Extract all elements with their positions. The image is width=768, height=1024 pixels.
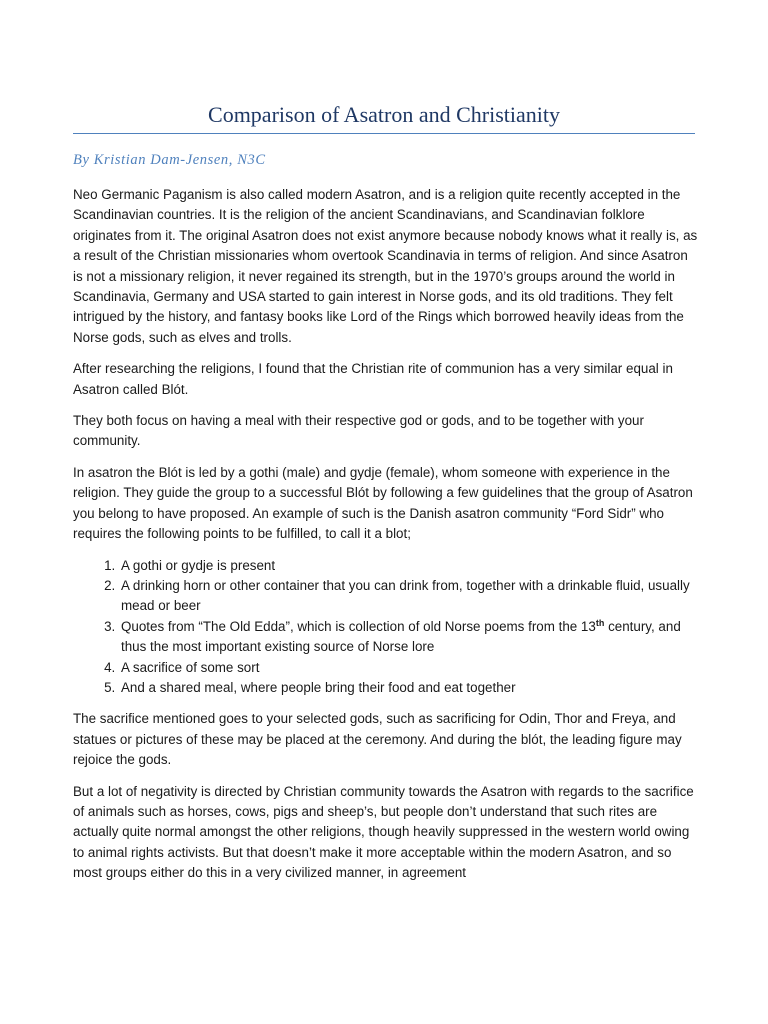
list-item: 4. A sacrifice of some sort	[119, 658, 698, 678]
blot-requirements-list	[73, 556, 698, 699]
title-underline	[73, 133, 695, 134]
list-item: 3. Quotes from “The Old Edda”, which is collection of old Norse poems from the 13th century, and thus the most important existing source of Norse lore	[119, 617, 698, 658]
ordinal-superscript: th	[595, 617, 605, 628]
list-item: 1. A gothi or gydje is present	[119, 556, 698, 576]
paragraph-intro: Neo Germanic Paganism is also called modern Asatron, and is a religion quite recently accepted in the Scandinavian countries. It is the religion of the ancient Scandinavians, and Scandinavian folklore originates from it. The original Asatron does not exist anymore because nobody knows what it really is, as a result of the Christian missionaries whom overtook Scandinavia in terms of religion. And since Asatron is not a missionary religion, it never regained its strength, but in the 1970’s groups around the world in Scandinavia, Germany and USA started to gain interest in Norse gods, and its old traditions. They felt intrigued by the history, and fantasy books like Lord of the Rings which borrowed heavily ideas from the Norse gods, such as elves and trolls.	[73, 187, 698, 345]
paragraph-negativity: But a lot of negativity is directed by Christian community towards the Asatron with regards to the sacrifice of animals such as horses, cows, pigs and sheep’s, but people don’t understand that such rites are actually quite normal amongst the other religions, though heavily suppressed in the western world owing to animal rights activists. But that doesn’t make it more acceptable within the modern Asatron, and so most groups either do this in a very civilized manner, in agreement	[73, 783, 694, 881]
paragraph-sacrifice: The sacrifice mentioned goes to your selected gods, such as sacrificing for Odin, Thor and Freya, and statues or pictures of these may be placed at the ceremony. And during the blót, the leading figure may rejoice the gods.	[73, 711, 682, 768]
paragraph-blot: In asatron the Blót is led by a gothi (male) and gydje (female), whom someone with experience in the religion. They guide the group to a successful Blót by following a few guidelines that the group of Asatron you belong to have proposed. An example of such is the Danish asatron community “Ford Sidr” who requires the following points to be fulfilled, to call it a blot;	[73, 464, 693, 542]
document-title: Comparison of Asatron and Christianity	[208, 102, 560, 127]
list-item: 5. And a shared meal, where people bring their food and eat together	[119, 678, 698, 698]
paragraph-research: After researching the religions, I found that the Christian rite of communion has a very similar equal in Asatron called Blót.	[73, 361, 673, 397]
author-byline: By Kristian Dam-Jensen, N3C	[73, 152, 266, 168]
paragraph-meal: They both focus on having a meal with their respective god or gods, and to be together with your community.	[73, 413, 644, 449]
document-body	[73, 185, 698, 895]
list-item: 2. A drinking horn or other container that you can drink from, together with a drinkable fluid, usually mead or beer	[119, 576, 698, 617]
